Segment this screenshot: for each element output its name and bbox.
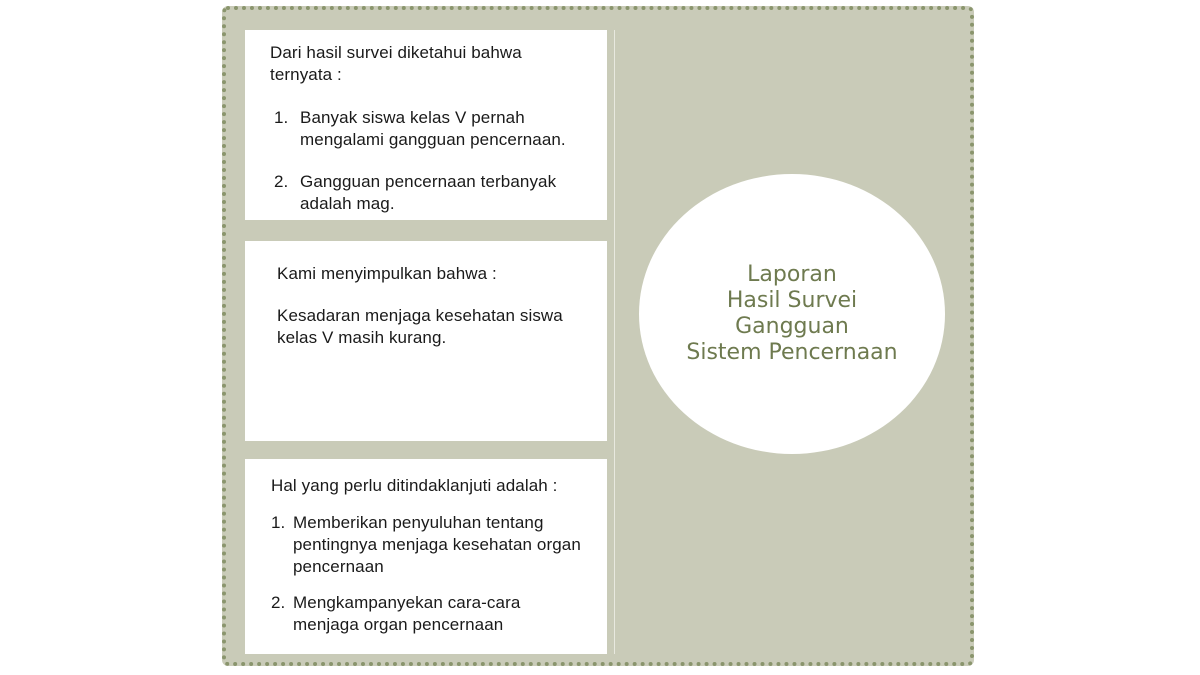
survey-findings-intro: Dari hasil survei diketahui bahwa ternyata : [270,43,522,84]
report-title-line-2: Hasil Survei [726,288,858,313]
list-item-number: 1. [274,108,289,127]
report-title-line-1: Laporan [747,262,837,287]
survey-findings-list [270,107,607,215]
survey-findings-card [245,30,607,220]
list-item [271,592,583,636]
list-item-number: 2. [274,172,289,191]
follow-up-intro: Hal yang perlu ditindaklanjuti adalah : [271,476,558,495]
report-frame [222,6,974,666]
list-item-text: Mengkampanyekan cara-cara menjaga organ pencernaan [293,593,521,634]
list-item-text: Banyak siswa kelas V pernah mengalami gangguan pencernaan. [300,108,566,149]
list-item [271,512,593,578]
list-item-number: 2. [271,593,286,612]
report-title-line-3: Gangguan [735,314,849,339]
list-item-number: 1. [271,513,286,532]
follow-up-list [271,512,607,636]
conclusion-text: Kesadaran menjaga kesehatan siswa kelas V masih kurang. [277,306,563,347]
report-title-circle [639,174,945,454]
conclusion-card [245,241,607,441]
list-item-text: Memberikan penyuluhan tentang pentingnya menjaga kesehatan organ pencernaan [293,513,581,576]
panel-divider [614,30,615,654]
list-item [270,107,610,151]
list-item [270,171,610,215]
report-title-line-4: Sistem Pencernaan [686,340,898,365]
conclusion-intro: Kami menyimpulkan bahwa : [277,264,497,283]
follow-up-card [245,459,607,654]
list-item-text: Gangguan pencernaan terbanyak adalah mag. [300,172,557,213]
